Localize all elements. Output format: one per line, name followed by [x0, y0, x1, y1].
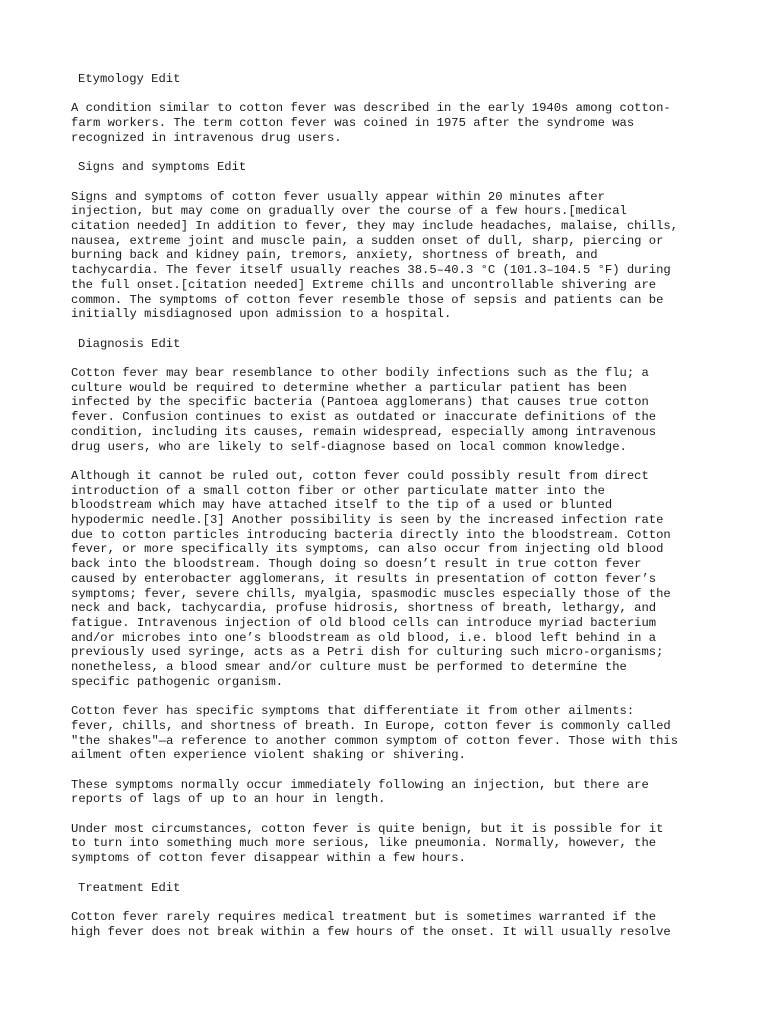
paragraph: Signs and symptoms of cotton fever usually appear within 20 minutes after injection, but may come on gradually over the course of a few hours.[medical citation needed] In addition to fever, they may include headaches, malaise, chills, nausea, extreme joint and muscle pain, a sudden onset of dull, sharp, piercing or burning back and kidney pain, tremors, anxiety, shortness of breath, and tachycardia. The fever itself usually reaches 38.5–40.3 °C (101.3–104.5 °F) during the full onset.[citation needed] Extreme chills and uncontrollable shivering are common. The symptoms of cotton fever resemble those of sepsis and patients can be initially misdiagnosed upon admission to a hospital.: [71, 189, 679, 322]
article-body: [71, 72, 711, 954]
paragraph: A condition similar to cotton fever was described in the early 1940s among cotton- farm workers. The term cotton fever was coined in 1975 after the syndrome was recognized in intravenous drug users.: [71, 101, 671, 145]
paragraph: These symptoms normally occur immediately following an injection, but there are reports of lags of up to an hour in length.: [71, 777, 649, 807]
paragraph: Cotton fever may bear resemblance to other bodily infections such as the flu; a culture would be required to determine whether a particular patient has been infected by the specific bacteria (Pantoea agglomerans) that causes true cotton fever. Confusion continues to exist as outdated or inaccurate definitions of the condition, including its causes, remain widespread, especially among intravenous drug users, who are likely to self-diagnose based on local common knowledge.: [71, 365, 657, 454]
paragraph: Under most circumstances, cotton fever is quite benign, but it is possible for it to turn into something much more serious, like pneumonia. Normally, however, the symptoms of cotton fever disappear within a few hours.: [71, 821, 664, 866]
paragraph: Although it cannot be ruled out, cotton fever could possibly result from direct introduction of a small cotton fiber or other particulate matter into the bloodstream which may have attached itself to the tip of a used or blunted hypodermic needle.[3] Another possibility is seen by the increased infection rate due to cotton particles introducing bacteria directly into the bloodstream. Cotton fever, or more specifically its symptoms, can also occur from injecting old blood back into the bloodstream. Though doing so doesn’t result in true cotton fever caused by enterobacter agglomerans, it results in presentation of cotton fever’s symptoms; fever, severe chills, myalgia, spasmodic muscles especially those of the neck and back, tachycardia, profuse hidrosis, shortness of breath, lethargy, and fatigue. Intravenous injection of old blood cells can introduce myriad bacterium and/or microbes into one’s bloodstream as old blood, i.e. blood left behind in a previously used syringe, acts as a Petri dish for culturing such micro-organisms; nonetheless, a blood smear and/or culture must be performed to determine the specific pathogenic organism.: [71, 468, 671, 689]
paragraph: Cotton fever has specific symptoms that differentiate it from other ailments: fever, chills, and shortness of breath. In Europe, cotton fever is commonly called "the shakes"—a reference to another common symptom of cotton fever. Those with this ailment often experience violent shaking or shivering.: [71, 704, 679, 763]
section-heading: Diagnosis Edit: [78, 336, 181, 351]
section-heading: Treatment Edit: [78, 880, 181, 895]
section-etymology: [71, 72, 711, 146]
paragraph: Cotton fever rarely requires medical treatment but is sometimes warranted if the high fever does not break within a few hours of the onset. It will usually resolve: [71, 909, 671, 939]
section-heading: Signs and symptoms Edit: [78, 160, 247, 175]
section-treatment: [71, 881, 711, 940]
section-diagnosis: [71, 337, 711, 866]
section-signs-and-symptoms: [71, 160, 711, 322]
section-heading: Etymology Edit: [78, 72, 181, 86]
